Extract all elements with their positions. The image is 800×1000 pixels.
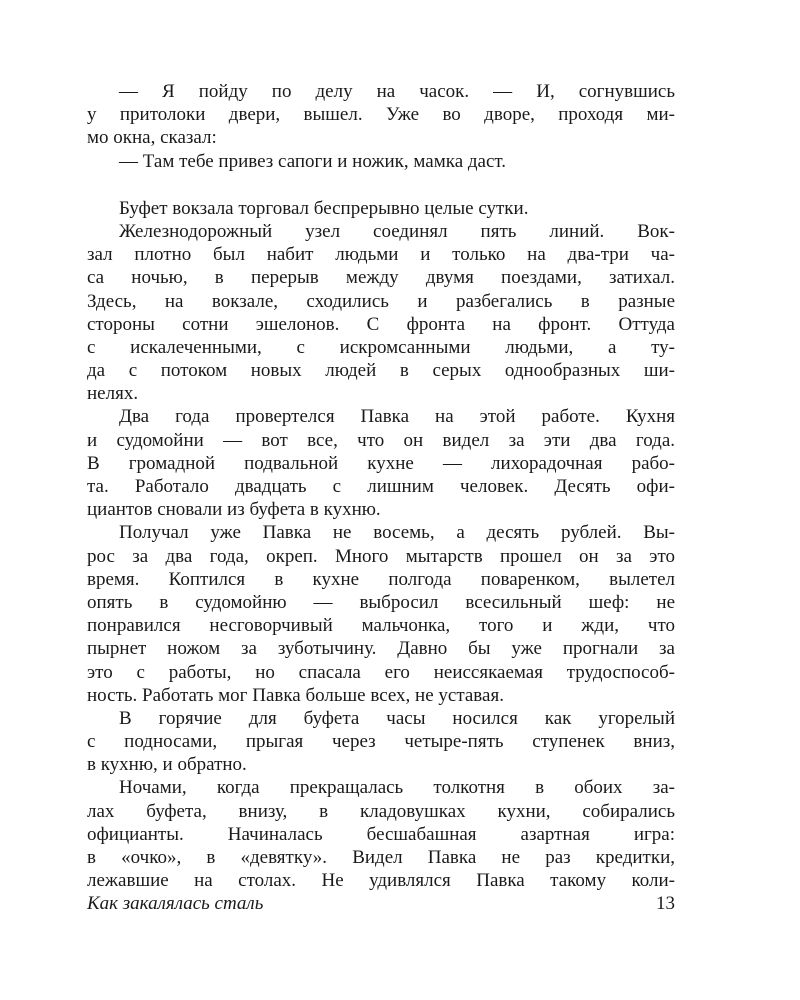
text-line: лах буфета, внизу, в кладовушках кухни, собирались: [87, 800, 675, 822]
text-line: в «очко», в «девятку». Видел Павка не раз кредитки,: [87, 847, 675, 868]
text-line: официанты. Начиналась бесшабашная азартная игра:: [87, 823, 675, 845]
text-line: Ночами, когда прекращалась толкотня в обоих за-: [119, 777, 675, 799]
text-line: Здесь, на вокзале, сходились и разбегались в разные: [87, 290, 675, 312]
text-line: рос за два года, окреп. Много мытарств прошел он за это: [87, 545, 675, 567]
text-line: В горячие для буфета часы носился как угорелый: [119, 707, 675, 729]
page-footer: [87, 893, 675, 919]
text-line: в кухню, и обратно.: [87, 754, 247, 776]
text-line: Буфет вокзала торговал беспрерывно целые сутки.: [119, 197, 529, 219]
text-line: циантов сновали из буфета в кухню.: [87, 499, 381, 521]
text-line: время. Коптился в кухне полгода поваренком, вылетел: [87, 568, 675, 590]
text-line: и судомойни — вот все, что он видел за эти два года.: [87, 429, 675, 451]
text-line: — Там тебе привез сапоги и ножик, мамка даст.: [119, 150, 507, 172]
text-line: та. Работало двадцать с лишним человек. Десять офи-: [87, 476, 675, 497]
text-line: с подносами, прыгая через четыре-пять ступенек вниз,: [87, 731, 675, 753]
running-title: Как закалялась сталь: [87, 893, 264, 914]
text-line: са ночью, в перерыв между двумя поездами, затихал.: [87, 267, 675, 289]
book-page-text: [87, 80, 675, 892]
text-line: понравился несговорчивый мальчонка, того и жди, что: [87, 615, 675, 637]
text-line: мо окна, сказал:: [87, 127, 217, 149]
text-line: В громадной подвальной кухне — лихорадочная рабо-: [87, 452, 675, 474]
text-line: ность. Работать мог Павка больше всех, не уставая.: [87, 684, 504, 706]
page-number: 13: [656, 893, 675, 914]
section-break: [87, 173, 675, 197]
text-line: Железнодорожный узел соединял пять линий. Вок-: [119, 220, 675, 242]
text-line: зал плотно был набит людьми и только на два-три ча-: [87, 244, 675, 266]
text-line: Два года провертелся Павка на этой работе. Кухня: [119, 406, 675, 428]
text-line: Получал уже Павка не восемь, а десять рублей. Вы-: [119, 522, 675, 544]
text-line: лежавшие на столах. Не удивлялся Павка такому коли-: [87, 870, 675, 892]
text-line: стороны сотни эшелонов. С фронта на фронт. Оттуда: [87, 313, 675, 335]
text-line: нелях.: [87, 383, 139, 405]
text-line: с искалеченными, с искромсанными людьми, а ту-: [87, 336, 675, 358]
text-line: — Я пойду по делу на часок. — И, согнувшись: [119, 81, 675, 102]
text-line: у притолоки двери, вышел. Уже во дворе, проходя ми-: [87, 104, 675, 126]
text-line: это с работы, но спасала его неиссякаемая трудоспособ-: [87, 661, 675, 683]
text-line: опять в судомойню — выбросил всесильный шеф: не: [87, 591, 675, 613]
text-line: пырнет ножом за зуботычину. Давно бы уже прогнали за: [87, 638, 675, 660]
text-line: да с потоком новых людей в серых однообразных ши-: [87, 360, 675, 382]
